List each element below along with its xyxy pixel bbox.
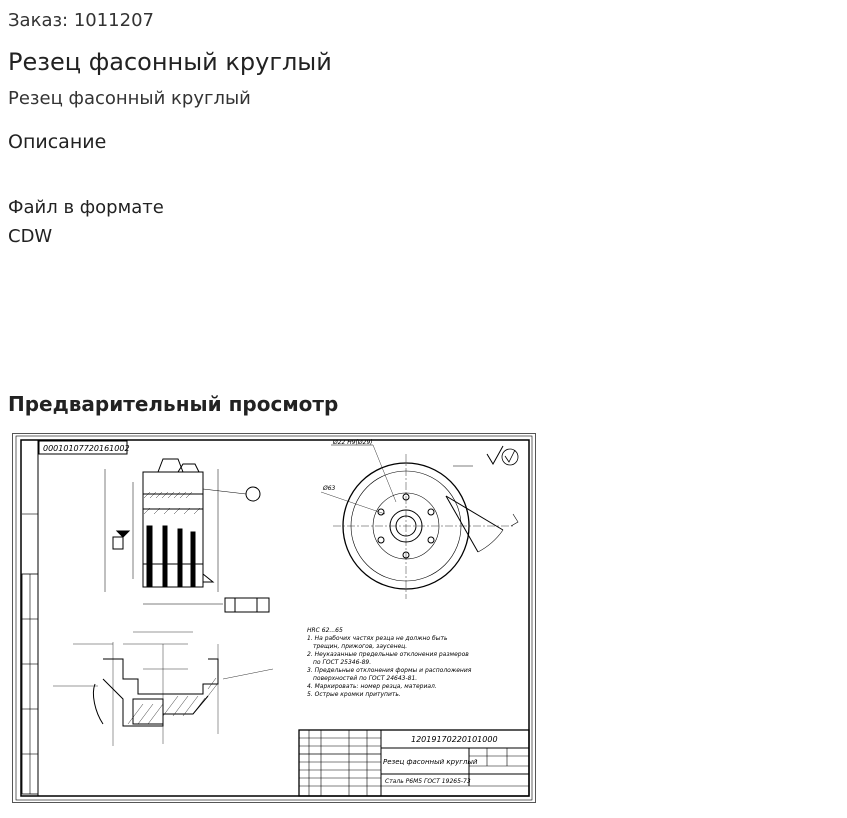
note-line: трещин, прижогов, заусенец. bbox=[313, 643, 408, 650]
note-line: HRC 62...65 bbox=[307, 627, 343, 634]
file-format-text: Файл в формате CDW bbox=[8, 197, 164, 247]
title-block-part-name: Резец фасонный круглый bbox=[383, 758, 478, 766]
svg-text:Ø22 H9(Ø29): Ø22 H9(Ø29) bbox=[333, 439, 373, 446]
stamp-code: 00010107720161002 bbox=[43, 444, 130, 453]
note-line: 1. На рабочих частях резца не должно быть bbox=[307, 635, 448, 642]
product-title: Резец фасонный круглый bbox=[8, 48, 332, 76]
note-line: 3. Предельные отклонения формы и расположения bbox=[307, 667, 472, 674]
note-line: по ГОСТ 25346-89. bbox=[313, 659, 372, 666]
technical-drawing bbox=[13, 434, 535, 802]
preview-heading: Предварительный просмотр bbox=[8, 392, 339, 416]
note-line: 2. Неуказанные предельные отклонения размеров bbox=[307, 651, 469, 658]
description-heading: Описание bbox=[8, 131, 107, 153]
product-subtitle: Резец фасонный круглый bbox=[8, 88, 251, 109]
note-line: 4. Маркировать: номер резца, материал. bbox=[307, 683, 437, 690]
svg-text:Ø63: Ø63 bbox=[323, 485, 336, 492]
title-block-code: 12019170220101000 bbox=[411, 735, 498, 744]
order-number: Заказ: 1011207 bbox=[8, 10, 154, 31]
drawing-preview-image[interactable] bbox=[12, 433, 536, 803]
note-line: 5. Острые кромки притупить. bbox=[307, 691, 401, 698]
note-line: поверхностей по ГОСТ 24643-81. bbox=[313, 675, 418, 682]
title-block-material: Сталь Р6М5 ГОСТ 19265-73 bbox=[385, 778, 471, 785]
